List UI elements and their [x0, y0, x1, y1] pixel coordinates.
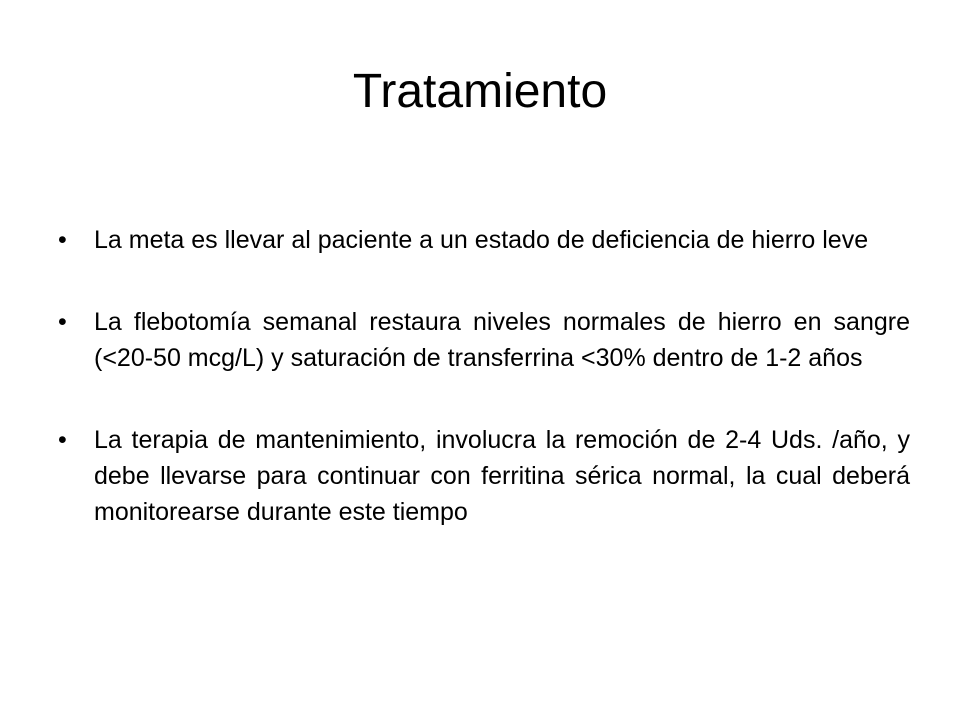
bullet-marker: • [58, 226, 67, 254]
slide-title: Tratamiento [352, 65, 608, 118]
bullet-text: La meta es llevar al paciente a un estado de deficiencia de hierro leve [94, 226, 869, 254]
bullet-marker: • [58, 308, 67, 336]
bullet-item [58, 422, 910, 530]
bullet-text: La flebotomía semanal restaura niveles normales de hierro en sangre (<20-50 mcg/L) y saturación de transferrina <30% dentro de 1-2 años [94, 308, 910, 372]
bullet-marker: • [58, 426, 67, 454]
bullet-item [58, 304, 910, 376]
bullet-list [58, 222, 910, 576]
bullet-text: La terapia de mantenimiento, involucra la remoción de 2-4 Uds. /año, y debe llevarse para continuar con ferritina sérica normal, la cual deberá monitorearse durante este tiempo [94, 426, 910, 526]
bullet-item [58, 222, 910, 258]
